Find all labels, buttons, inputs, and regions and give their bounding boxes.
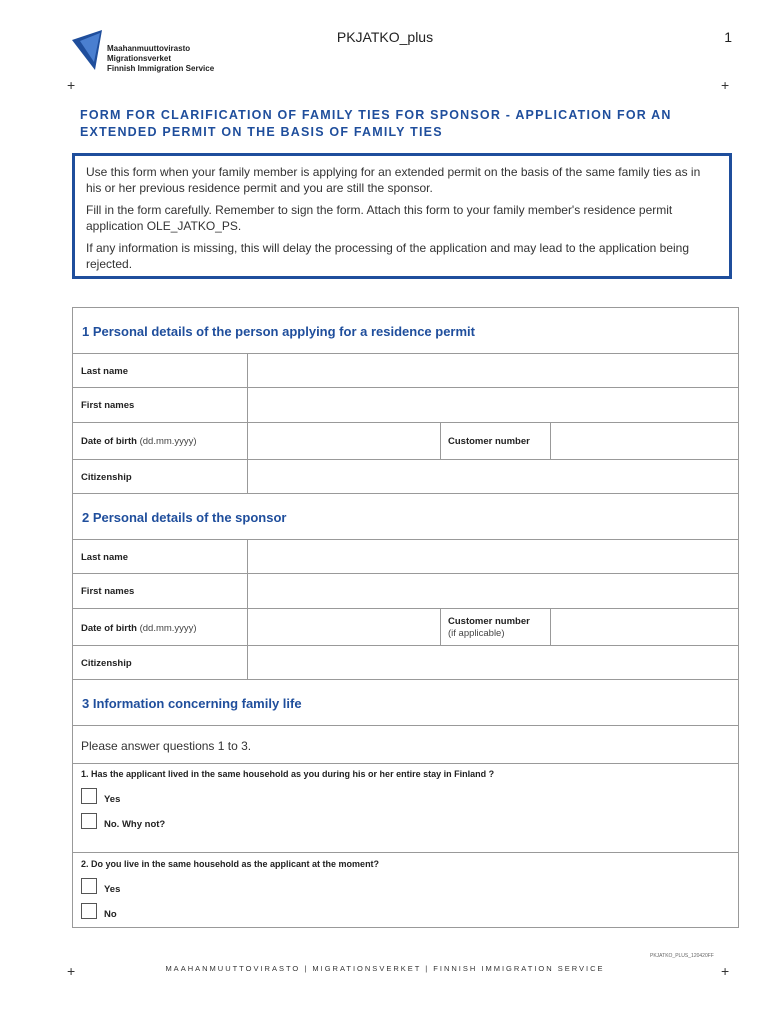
- s2-dob-field[interactable]: [248, 609, 440, 646]
- title-line: FORM FOR CLARIFICATION OF FAMILY TIES FOR SPONSOR - APPLICATION FOR AN: [80, 108, 672, 122]
- instruction-text: Use this form when your family member is applying for an extended permit on the basis of the same family ties as in his or her previous residence permit and you are still the sponsor.: [86, 165, 701, 195]
- section-1-title: 1 Personal details of the person applying for a residence permit: [82, 324, 475, 339]
- s1-last-name-row: [73, 353, 738, 388]
- q2-yes-label: Yes: [104, 884, 121, 895]
- footer-agency-names: MAAHANMUUTTOVIRASTO | MIGRATIONSVERKET | FINNISH IMMIGRATION SERVICE: [165, 964, 605, 973]
- s2-last-name-field[interactable]: [248, 540, 738, 574]
- q2-no-label: No: [104, 909, 117, 920]
- s2-first-names-label: First names: [81, 586, 135, 597]
- s3-instruction: Please answer questions 1 to 3.: [81, 739, 252, 753]
- s3-instruction-row: [73, 725, 738, 764]
- s2-citizenship-label: Citizenship: [81, 658, 132, 669]
- s2-citizenship-row: [73, 645, 738, 680]
- s2-customer-number-field[interactable]: [551, 609, 738, 646]
- q1-no-label: No. Why not?: [104, 819, 166, 830]
- crop-mark-icon: +: [67, 77, 76, 93]
- form-code: PKJATKO_plus: [336, 29, 434, 45]
- s2-citizenship-field[interactable]: [248, 646, 738, 680]
- instructions-box: [72, 153, 732, 279]
- s1-last-name-label: Last name: [81, 366, 128, 377]
- application-form: [72, 307, 739, 928]
- s2-last-name-row: [73, 539, 738, 574]
- section-3-header: [73, 679, 738, 726]
- q2-yes-checkbox[interactable]: [81, 878, 97, 894]
- s2-last-name-label: Last name: [81, 552, 128, 563]
- footer-form-code: PKJATKO_PLUS_120420FF: [650, 953, 714, 959]
- s2-customer-number-label: Customer number (if applicable): [448, 616, 530, 639]
- divider: [440, 423, 441, 460]
- question-2-text: 2. Do you live in the same household as the applicant at the moment?: [81, 859, 380, 869]
- crop-mark-icon: +: [721, 963, 730, 979]
- s1-first-names-row: [73, 387, 738, 423]
- instruction-text: If any information is missing, this will delay the processing of the application and may lead to the application being rejected.: [86, 241, 690, 271]
- section-2-header: [73, 493, 738, 540]
- s1-last-name-field[interactable]: [248, 354, 738, 388]
- logo-line: Migrationsverket: [107, 54, 172, 63]
- crop-mark-icon: +: [67, 963, 76, 979]
- s1-dob-label: Date of birth (dd.mm.yyyy): [81, 436, 197, 447]
- s1-dob-row: [73, 422, 738, 460]
- section-3-title: 3 Information concerning family life: [82, 696, 302, 711]
- s1-first-names-field[interactable]: [248, 388, 738, 423]
- question-1: [73, 763, 738, 853]
- s1-citizenship-row: [73, 459, 738, 494]
- s1-customer-number-label: Customer number: [448, 436, 530, 447]
- s1-first-names-label: First names: [81, 400, 135, 411]
- q1-no-checkbox[interactable]: [81, 813, 97, 829]
- divider: [440, 609, 441, 646]
- s1-citizenship-label: Citizenship: [81, 472, 132, 483]
- q1-yes-checkbox[interactable]: [81, 788, 97, 804]
- question-1-text: 1. Has the applicant lived in the same household as you during his or her entire stay in Finland ?: [81, 769, 495, 779]
- title-line: EXTENDED PERMIT ON THE BASIS OF FAMILY TIES: [80, 125, 443, 139]
- question-2: [73, 852, 738, 928]
- s1-customer-number-field[interactable]: [551, 423, 738, 460]
- s2-dob-label: Date of birth (dd.mm.yyyy): [81, 623, 197, 634]
- s2-first-names-row: [73, 573, 738, 609]
- q1-yes-label: Yes: [104, 794, 121, 805]
- logo-line: Maahanmuuttovirasto: [107, 44, 191, 53]
- s1-dob-field[interactable]: [248, 423, 440, 460]
- crop-mark-icon: +: [721, 77, 730, 93]
- s2-dob-row: [73, 608, 738, 646]
- section-2-title: 2 Personal details of the sponsor: [82, 510, 287, 525]
- logo-line: Finnish Immigration Service: [107, 64, 215, 73]
- instruction-text: Fill in the form carefully. Remember to sign the form. Attach this form to your family member's residence permit application OLE_JATKO_PS.: [86, 203, 673, 233]
- form-title: [80, 107, 700, 141]
- q2-no-checkbox[interactable]: [81, 903, 97, 919]
- s2-first-names-field[interactable]: [248, 574, 738, 609]
- s1-citizenship-field[interactable]: [248, 460, 738, 494]
- page-number: 1: [724, 29, 732, 45]
